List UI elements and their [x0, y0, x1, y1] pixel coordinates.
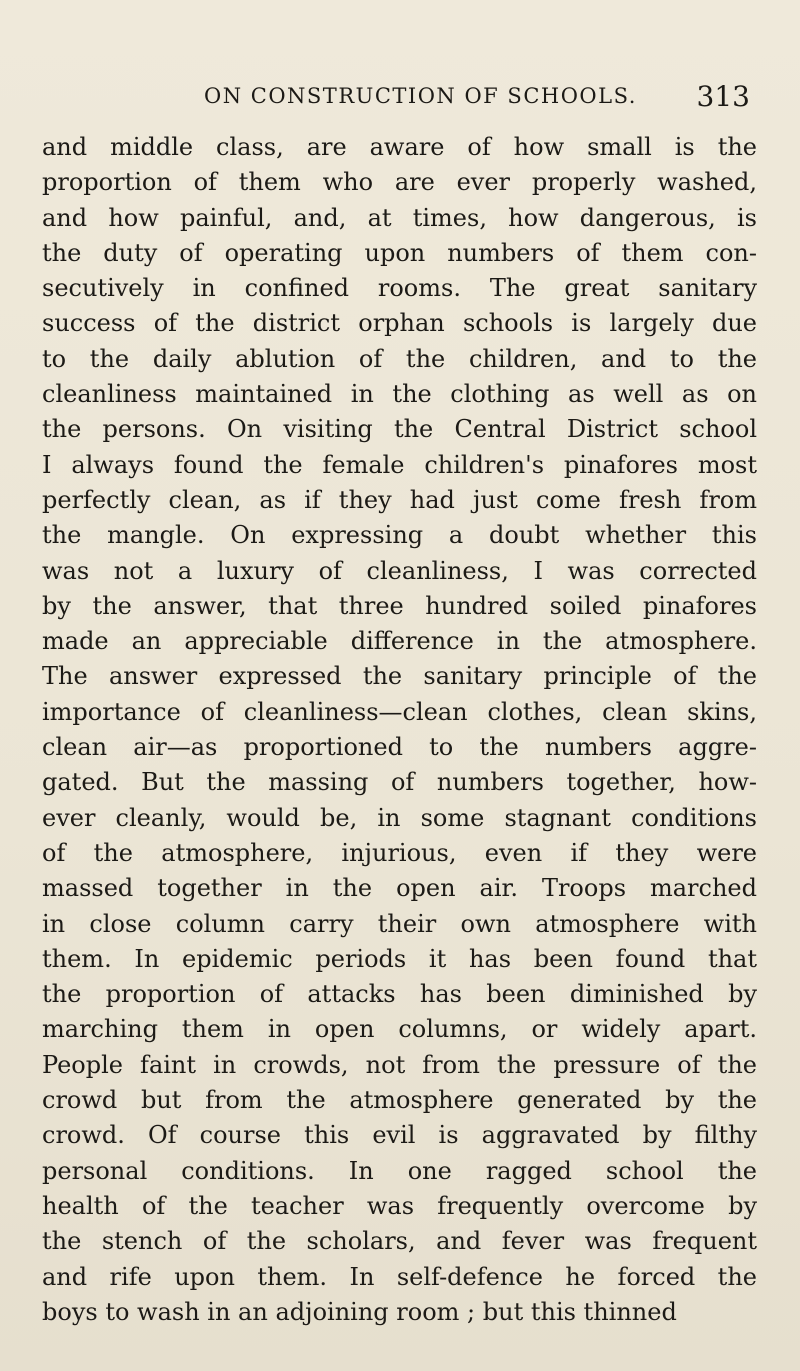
text-line: perfectly clean, as if they had just come fresh from [42, 485, 757, 514]
text-line: and rife upon them. In self-defence he forced the [42, 1262, 757, 1291]
text-line: crowd but from the atmosphere generated by the [42, 1086, 757, 1115]
text-line: People faint in crowds, not from the pressure of the [42, 1050, 757, 1079]
text-line: marching them in open columns, or widely apart. [42, 1015, 757, 1044]
body-paragraph [42, 130, 757, 1330]
text-line: was not a luxury of cleanliness, I was corrected [42, 556, 757, 585]
text-line: the persons. On visiting the Central District school [42, 415, 757, 444]
text-line: proportion of them who are ever properly washed, [42, 168, 757, 197]
running-head [42, 80, 750, 112]
text-line: success of the district orphan schools is largely due [42, 309, 757, 338]
text-line: boys to wash in an adjoining room ; but this thinned [42, 1297, 677, 1326]
text-line: clean air—as proportioned to the numbers aggre- [42, 733, 757, 762]
text-line: and how painful, and, at times, how dangerous, is [42, 203, 757, 232]
page-number: 313 [696, 80, 750, 113]
text-line: cleanliness maintained in the clothing as well as on [42, 380, 757, 409]
text-line: them. In epidemic periods it has been found that [42, 944, 757, 973]
text-line: I always found the female children's pinafores most [42, 450, 757, 479]
text-line: gated. But the massing of numbers together, how- [42, 768, 757, 797]
text-line: of the atmosphere, injurious, even if they were [42, 838, 757, 867]
text-line: crowd. Of course this evil is aggravated by filthy [42, 1121, 757, 1150]
text-line: the stench of the scholars, and fever was frequent [42, 1227, 757, 1256]
text-line: in close column carry their own atmosphere with [42, 909, 757, 938]
text-line: health of the teacher was frequently overcome by [42, 1191, 757, 1220]
text-line: personal conditions. In one ragged school the [42, 1156, 757, 1185]
running-title: ON CONSTRUCTION OF SCHOOLS. [204, 84, 637, 108]
text-line: ever cleanly, would be, in some stagnant conditions [42, 803, 757, 832]
text-line: made an appreciable difference in the atmosphere. [42, 627, 757, 656]
text-line: the mangle. On expressing a doubt whether this [42, 521, 757, 550]
text-line: massed together in the open air. Troops marched [42, 874, 757, 903]
text-line: the proportion of attacks has been diminished by [42, 980, 757, 1009]
text-line: to the daily ablution of the children, and to the [42, 344, 757, 373]
text-line: the duty of operating upon numbers of them con- [42, 238, 757, 267]
text-line: by the answer, that three hundred soiled pinafores [42, 591, 757, 620]
text-line: secutively in confined rooms. The great sanitary [42, 274, 757, 303]
text-line: The answer expressed the sanitary principle of the [42, 662, 757, 691]
text-line: and middle class, are aware of how small is the [42, 133, 757, 161]
text-line: importance of cleanliness—clean clothes, clean skins, [42, 697, 757, 726]
